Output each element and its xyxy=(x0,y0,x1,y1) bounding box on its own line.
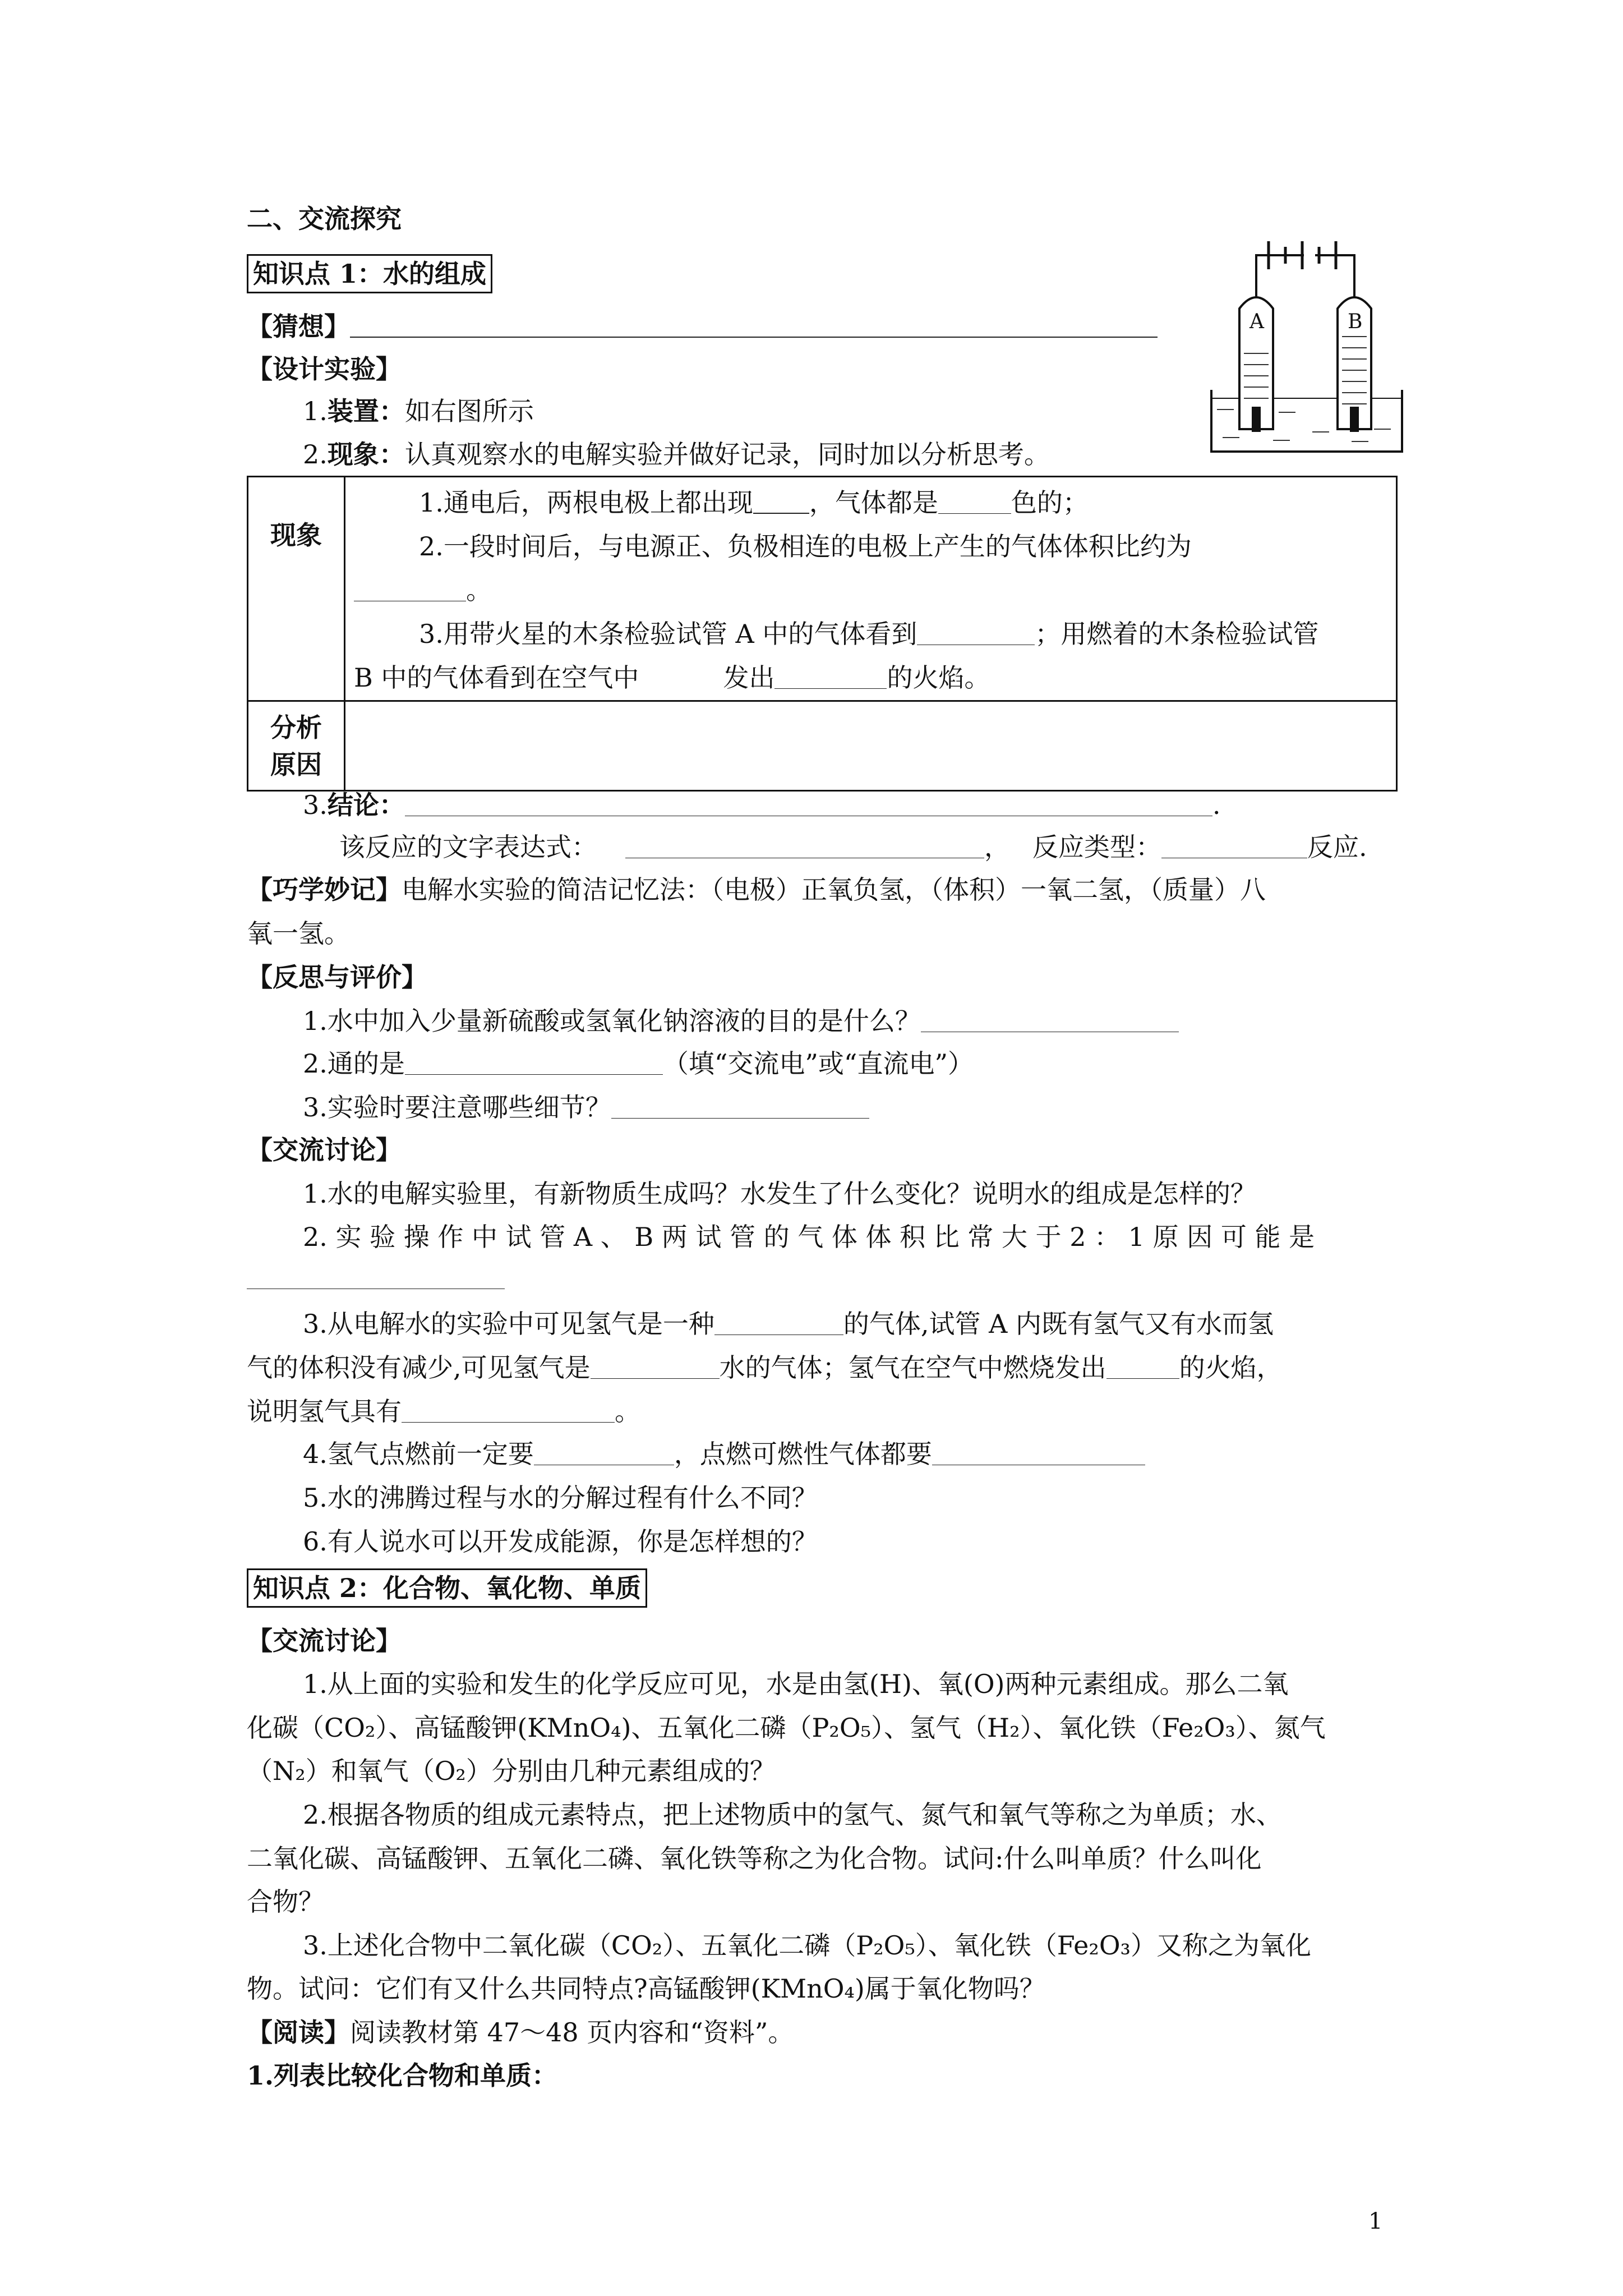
obs-blank-2[interactable] xyxy=(938,489,1011,514)
kp2-title: 知识点 2：化合物、氧化物、单质 xyxy=(247,1568,647,1608)
obs-item-3-cont: B 中的气体看到在空气中 发出 的火焰。 xyxy=(354,662,990,693)
discuss-blank-4b[interactable] xyxy=(932,1440,1145,1465)
table-head-phenomenon: 现象 xyxy=(248,477,345,701)
reflect-blank-2[interactable] xyxy=(405,1050,663,1075)
obs-item-1: 1.通电后，两根电极上都出现 ，气体都是 色的； xyxy=(419,487,1089,518)
phenomenon-label: 现象： xyxy=(327,439,405,470)
phenomenon-line xyxy=(303,438,1050,471)
phenomenon-num: 2. xyxy=(303,439,328,470)
discuss-item-5: 5.水的沸腾过程与水的分解过程有什么不同？ xyxy=(303,1483,818,1513)
analysis-cell[interactable] xyxy=(345,701,1397,791)
discuss-blank-3d[interactable] xyxy=(402,1397,615,1423)
discuss-item-6: 6.有人说水可以开发成能源，你是怎样想的？ xyxy=(303,1526,818,1557)
apparatus-label: 装置： xyxy=(327,396,405,426)
tube-a-label: A xyxy=(1249,310,1264,333)
reflect-item-3: 3.实验时要注意哪些细节？ xyxy=(303,1091,869,1124)
obs-blank-3[interactable] xyxy=(354,576,466,601)
discuss-item-2: 2. 实 验 操 作 中 试 管 A 、 B 两 试 管 的 气 体 体 积 比 常 大 于 2 ： 1 原 因 可 能 是 xyxy=(303,1222,1315,1252)
reflect-label: 【反思与评价】 xyxy=(247,962,427,992)
conclusion-blank[interactable] xyxy=(405,791,1212,816)
guess-blank[interactable] xyxy=(350,312,1158,338)
discuss-blank-3a[interactable] xyxy=(714,1310,843,1335)
obs-item-2: 2.一段时间后，与电源正、负极相连的电极上产生的气体体积比约为 xyxy=(419,531,1192,562)
kp1-title: 知识点 1：水的组成 xyxy=(247,254,492,293)
phenomenon-cell xyxy=(345,477,1397,701)
memo-line-1: 【巧学妙记】电解水实验的简洁记忆法：（电极）正氧负氢，（体积）一氧二氢，（质量）八 xyxy=(247,875,1266,905)
kp2-p3-line2: 物。试问：它们有又什么共同特点?高锰酸钾(KMnO₄)属于氧化物吗？ xyxy=(247,1973,1045,2004)
guess-label: 【猜想】 xyxy=(247,311,350,342)
discuss-blank-3c[interactable] xyxy=(1106,1354,1179,1379)
discuss-blank-2[interactable] xyxy=(247,1264,505,1289)
section-title: 二、交流探究 xyxy=(247,204,402,234)
obs-item-2-cont: 。 xyxy=(346,568,1395,612)
discuss-item-4: 4.氢气点燃前一定要 ，点燃可燃性气体都要 xyxy=(303,1437,1145,1471)
obs-item-3: 3.用带火星的木条检验试管 A 中的气体看到 ；用燃着的木条检验试管 xyxy=(419,619,1319,649)
discuss-item-3-end: 说明氢气具有 。 xyxy=(247,1396,640,1427)
discuss-item-1: 1.水的电解实验里，有新物质生成吗？水发生了什么变化？说明水的组成是怎样的？ xyxy=(303,1179,1256,1209)
memo-line-2: 氧一氢。 xyxy=(247,918,350,949)
guess-line xyxy=(247,310,1158,343)
reflect-blank-1[interactable] xyxy=(921,1007,1179,1032)
discuss-blank-3b[interactable] xyxy=(591,1354,720,1379)
table-head-analysis: 分析 原因 xyxy=(248,701,345,791)
kp2-p2-line2: 二氧化碳、高锰酸钾、五氧化二磷、氧化铁等称之为化合物。试问:什么叫单质？什么叫化 xyxy=(247,1843,1262,1874)
discuss-item-2-cont xyxy=(247,1261,505,1295)
conclusion-line: 3.结论： . xyxy=(303,790,1221,820)
obs-blank-5[interactable] xyxy=(774,664,887,689)
compare-list-title: 1.列表比较化合物和单质： xyxy=(247,2060,558,2091)
tube-b-label: B xyxy=(1348,310,1363,333)
reflect-item-1: 1.水中加入少量新硫酸或氢氧化钠溶液的目的是什么？ xyxy=(303,1004,1179,1038)
kp2-p3-line1: 3.上述化合物中二氧化碳（CO₂）、五氧化二磷（P₂O₅）、氧化铁（Fe₂O₃）又称之为氧化 xyxy=(303,1930,1311,1961)
observation-table xyxy=(247,476,1398,792)
kp2-p1-line1: 1.从上面的实验和发生的化学反应可见，水是由氢(H)、氧(O)两种元素组成。那么二氧 xyxy=(303,1669,1289,1699)
obs-blank-4[interactable] xyxy=(917,620,1035,645)
word-equation-line: 该反应的文字表达式： ， 反应类型： 反应. xyxy=(339,832,1367,862)
phenomenon-text: 认真观察水的电解实验并做好记录，同时加以分析思考。 xyxy=(404,439,1050,470)
read-line: 【阅读】阅读教材第 47～48 页内容和“资料”。 xyxy=(247,2017,794,2047)
kp2-p2-line1: 2.根据各物质的组成元素特点，把上述物质中的氢气、氮气和氧气等称之为单质；水、 xyxy=(303,1800,1282,1830)
page-number: 1 xyxy=(1368,2208,1383,2234)
kp2-discuss-label: 【交流讨论】 xyxy=(247,1626,402,1656)
word-equation-blank[interactable] xyxy=(625,833,984,858)
discuss-item-3: 3.从电解水的实验中可见氢气是一种 的气体,试管 A 内既有氢气又有水而氢 xyxy=(303,1309,1274,1339)
apparatus-text: 如右图所示 xyxy=(404,396,534,426)
apparatus-num: 1. xyxy=(303,396,328,426)
reflect-item-2: 2.通的是 （填“交流电”或“直流电”） xyxy=(303,1048,974,1079)
discuss-item-3-cont: 气的体积没有减少,可见氢气是 水的气体；氢气在空气中燃烧发出 的火焰， xyxy=(247,1352,1283,1383)
electrolysis-apparatus-diagram xyxy=(1206,238,1408,457)
kp2-p1-line2: 化碳（CO₂）、高锰酸钾(KMnO₄)、五氧化二磷（P₂O₅）、氢气（H₂）、氧化铁（Fe₂O₃）、氮气 xyxy=(247,1713,1326,1743)
kp2-p2-line3: 合物？ xyxy=(247,1887,324,1917)
apparatus-line xyxy=(303,394,534,428)
reaction-type-blank[interactable] xyxy=(1161,833,1307,858)
kp2-p1-line3: （N₂）和氧气（O₂）分别由几种元素组成的？ xyxy=(247,1756,776,1786)
reflect-blank-3[interactable] xyxy=(611,1093,869,1119)
discuss-label: 【交流讨论】 xyxy=(247,1135,402,1165)
discuss-blank-4a[interactable] xyxy=(534,1440,674,1465)
design-label: 【设计实验】 xyxy=(247,354,402,384)
obs-blank-1[interactable] xyxy=(753,488,809,514)
